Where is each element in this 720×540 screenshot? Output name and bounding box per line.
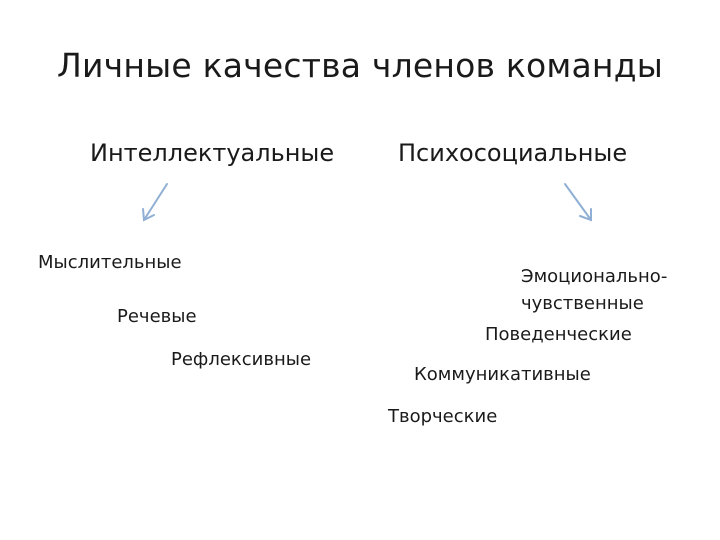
item-communicative: Коммуникативные: [414, 364, 591, 385]
item-emotional-line1: Эмоционально-: [521, 266, 668, 287]
item-behavioral: Поведенческие: [485, 324, 632, 345]
heading-psychosocial: Психосоциальные: [398, 139, 628, 167]
heading-intellectual: Интеллектуальные: [90, 139, 335, 167]
arrow-left: [143, 184, 167, 220]
arrow-right: [565, 184, 591, 220]
item-thinking: Мыслительные: [38, 252, 182, 273]
slide-title: Личные качества членов команды: [57, 46, 663, 85]
item-speech: Речевые: [117, 306, 197, 327]
item-emotional-line2: чувственные: [521, 293, 644, 314]
item-creative: Творческие: [388, 406, 498, 427]
item-reflexive: Рефлексивные: [171, 349, 312, 370]
